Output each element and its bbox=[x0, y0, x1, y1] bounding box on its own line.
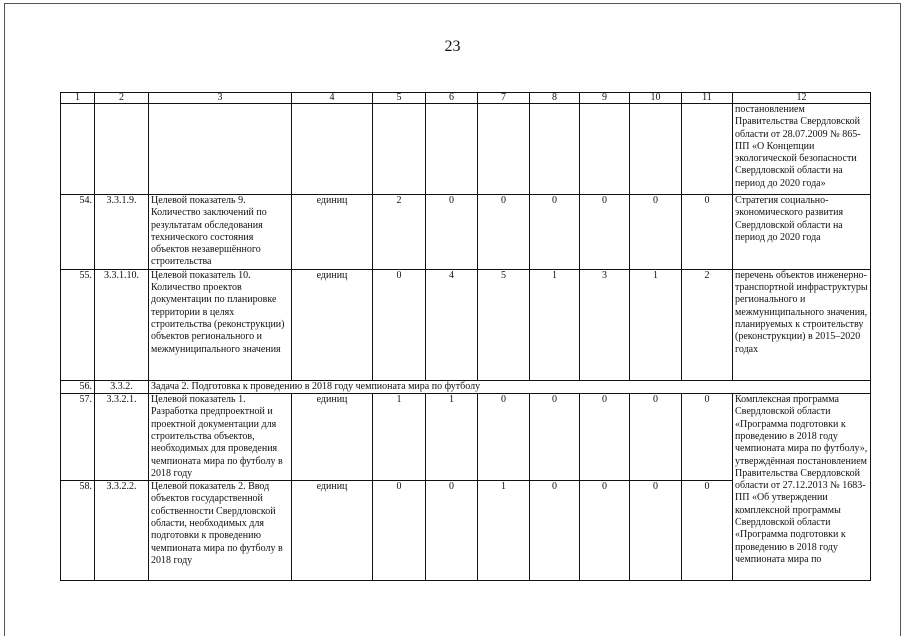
unit-cell: единиц bbox=[292, 394, 373, 481]
value-cell: 2 bbox=[373, 195, 426, 270]
value-cell: 0 bbox=[682, 394, 733, 481]
value-cell: 3 bbox=[580, 269, 630, 380]
row-number: 57. bbox=[61, 394, 95, 481]
unit-cell: единиц bbox=[292, 195, 373, 270]
row-code: 3.3.2.1. bbox=[95, 394, 149, 481]
header-cell: 9 bbox=[580, 93, 630, 104]
value-cell: 0 bbox=[373, 481, 426, 581]
page-number: 23 bbox=[444, 38, 461, 55]
indicator-name: Целевой показатель 2. Ввод объектов государственной собственности Свердловской области, необходимых для подготовки к проведению чемпионата мира по футболу в 2018 году bbox=[149, 481, 292, 581]
value-cell: 1 bbox=[478, 481, 530, 581]
header-cell: 1 bbox=[61, 93, 95, 104]
value-cell: 2 bbox=[682, 269, 733, 380]
row-number: 54. bbox=[61, 195, 95, 270]
header-cell: 7 bbox=[478, 93, 530, 104]
value-cell: 0 bbox=[530, 195, 580, 270]
header-cell: 12 bbox=[733, 93, 871, 104]
indicators-table bbox=[60, 92, 871, 581]
header-cell: 10 bbox=[630, 93, 682, 104]
header-row bbox=[61, 93, 871, 104]
task-row bbox=[61, 380, 871, 393]
header-cell: 11 bbox=[682, 93, 733, 104]
value-cell: 1 bbox=[530, 269, 580, 380]
row-code: 3.3.2. bbox=[95, 380, 149, 393]
value-cell: 0 bbox=[682, 481, 733, 581]
value-cell: 0 bbox=[426, 481, 478, 581]
header-cell: 2 bbox=[95, 93, 149, 104]
value-cell: 5 bbox=[478, 269, 530, 380]
table-row bbox=[61, 269, 871, 380]
table-row-continuation bbox=[61, 104, 871, 195]
row-code: 3.3.1.10. bbox=[95, 269, 149, 380]
value-cell: 0 bbox=[580, 195, 630, 270]
header-cell: 5 bbox=[373, 93, 426, 104]
source-cell: постановлением Правительства Свердловской области от 28.07.2009 № 865-ПП «О Концепции экологической безопасности Свердловской области на период до 2020 года» bbox=[733, 104, 871, 195]
value-cell: 0 bbox=[630, 195, 682, 270]
value-cell: 0 bbox=[478, 195, 530, 270]
source-cell: Стратегия социально-экономического развития Свердловской области на период до 2020 года bbox=[733, 195, 871, 270]
value-cell: 0 bbox=[530, 481, 580, 581]
indicator-name: Целевой показатель 9. Количество заключений по результатам обследования технического состояния объектов незавершённого строительства bbox=[149, 195, 292, 270]
value-cell: 0 bbox=[580, 481, 630, 581]
shared-source-cell: Комплексная программа Свердловской области «Программа подготовки к проведению в 2018 году чемпионата мира по футболу», утверждённая постановлением Правительства Свердловской области от 27.12.2013 № 1683-ПП «Об утверждении комплексной программы Свердловской области «Программа подготовки к проведению в 2018 году чемпионата мира по bbox=[733, 394, 871, 581]
source-cell: перечень объектов инженерно-транспортной инфраструктуры регионального и межмуниципального значения, планируемых к строительству (реконструкции) в 2015–2020 годах bbox=[733, 269, 871, 380]
header-cell: 8 bbox=[530, 93, 580, 104]
value-cell: 4 bbox=[426, 269, 478, 380]
row-code: 3.3.1.9. bbox=[95, 195, 149, 270]
row-number: 55. bbox=[61, 269, 95, 380]
unit-cell: единиц bbox=[292, 269, 373, 380]
row-code: 3.3.2.2. bbox=[95, 481, 149, 581]
header-cell: 3 bbox=[149, 93, 292, 104]
value-cell: 0 bbox=[426, 195, 478, 270]
table-row bbox=[61, 394, 871, 481]
value-cell: 0 bbox=[373, 269, 426, 380]
value-cell: 1 bbox=[630, 269, 682, 380]
value-cell: 0 bbox=[682, 195, 733, 270]
table-row bbox=[61, 195, 871, 270]
value-cell: 0 bbox=[478, 394, 530, 481]
value-cell: 1 bbox=[373, 394, 426, 481]
unit-cell: единиц bbox=[292, 481, 373, 581]
indicator-name: Целевой показатель 1. Разработка предпроектной и проектной документации для строительства объектов, необходимых для проведения чемпионата мира по футболу в 2018 году bbox=[149, 394, 292, 481]
value-cell: 0 bbox=[580, 394, 630, 481]
header-cell: 4 bbox=[292, 93, 373, 104]
header-cell: 6 bbox=[426, 93, 478, 104]
task-title: Задача 2. Подготовка к проведению в 2018 году чемпионата мира по футболу bbox=[149, 380, 871, 393]
row-number: 58. bbox=[61, 481, 95, 581]
value-cell: 0 bbox=[630, 394, 682, 481]
value-cell: 1 bbox=[426, 394, 478, 481]
value-cell: 0 bbox=[530, 394, 580, 481]
row-number: 56. bbox=[61, 380, 95, 393]
indicator-name: Целевой показатель 10. Количество проектов документации по планировке территории в целях строительства (реконструкции) объектов регионального и межмуниципального значения bbox=[149, 269, 292, 380]
value-cell: 0 bbox=[630, 481, 682, 581]
